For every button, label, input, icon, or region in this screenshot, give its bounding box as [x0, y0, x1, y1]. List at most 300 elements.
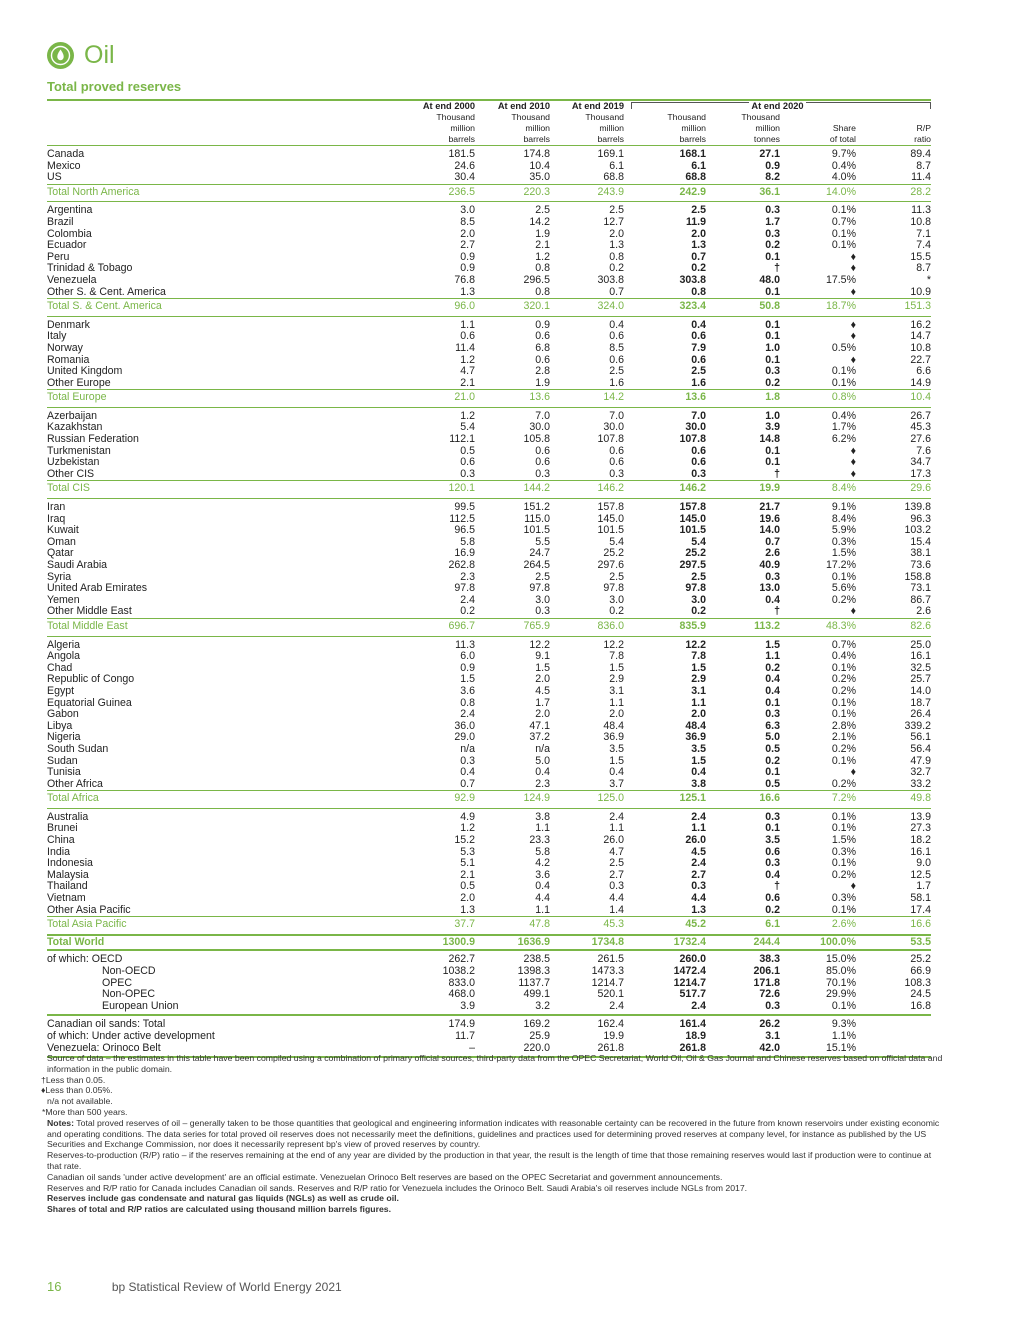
source-note: Source of data – the estimates in this table have been compiled using a combination of primary official sources, third-party data from the OPEC Secretariat, World Oil, Oil & Gas Journal and Chinese reserves based on official data and information in the public domain.	[47, 1053, 943, 1074]
row-label: Vietnam	[47, 893, 86, 905]
cell-value: 5.8	[535, 846, 550, 858]
cell-value: 0.1%	[831, 228, 856, 240]
cell-value: 2.4	[609, 810, 624, 823]
table-row	[47, 217, 931, 229]
cell-value: 1398.3	[517, 966, 550, 977]
row-label: Total CIS	[47, 481, 346, 499]
cell-value: 3.6	[460, 685, 475, 697]
cell-value: 1734.8	[550, 935, 624, 951]
row-label: Venezuela	[47, 274, 97, 286]
row-label: Libya	[47, 720, 73, 732]
row-label: US	[47, 172, 62, 184]
cell-value: 2.0	[460, 893, 475, 905]
row-label: Uzbekistan	[47, 457, 100, 469]
cell-value: 107.8	[679, 434, 706, 446]
table-row	[47, 331, 931, 343]
cell-value: 11.4	[455, 342, 475, 354]
cell-value: 2.5	[691, 571, 706, 583]
cell-value: 2.3	[460, 571, 475, 583]
cell-value: 14.8	[759, 434, 780, 446]
cell-value: 6.6	[916, 366, 931, 378]
cell-value: ♦	[850, 263, 856, 275]
cell-value: 0.6	[535, 457, 550, 469]
world-total-row	[47, 935, 931, 951]
cell-value: 97.8	[685, 583, 706, 595]
cell-value: 37.2	[529, 732, 550, 744]
table-row	[47, 172, 931, 184]
cell-value: 56.4	[910, 743, 931, 755]
cell-value: 1038.2	[442, 966, 475, 977]
cell-value: 0.7%	[831, 216, 856, 228]
cell-value: 0.3	[535, 606, 550, 618]
cell-value: 3.5	[691, 743, 706, 755]
cell-value: 1.9	[535, 228, 550, 240]
cell-value: 3.0	[535, 594, 550, 606]
cell-value: 3.1	[765, 1030, 780, 1042]
cell-value: 0.1	[765, 331, 780, 343]
cell-value: ♦	[850, 445, 856, 457]
cell-value: 2.4	[460, 594, 475, 606]
cell-value: 14.7	[910, 331, 931, 343]
cell-value: 8.4%	[831, 513, 856, 525]
col-head-2019: At end 2019	[571, 101, 624, 111]
row-label: Qatar	[47, 548, 74, 560]
table-row	[47, 779, 931, 791]
cell-value: 10.4	[856, 390, 931, 408]
cell-value: 5.1	[460, 858, 475, 870]
table-row	[47, 422, 931, 434]
unit-2020-barrels: Thousand million barrels	[667, 112, 706, 144]
cell-value: 18.7%	[780, 299, 856, 317]
cell-value: 36.0	[454, 720, 475, 732]
cell-value: 0.4	[460, 767, 475, 779]
cell-value: 7.9	[691, 342, 706, 354]
total-row	[47, 481, 931, 499]
cell-value: 0.3	[765, 571, 780, 583]
cell-value: 25.2	[603, 548, 624, 560]
page-title: Oil	[84, 40, 115, 69]
row-label: Yemen	[47, 594, 80, 606]
cell-value: 0.2	[691, 263, 706, 275]
cell-value: 0.2	[609, 263, 624, 275]
cell-value: 37.7	[346, 917, 475, 935]
cell-value: 47.9	[910, 755, 931, 767]
cell-value: 68.8	[685, 172, 706, 184]
cell-value: 0.7	[460, 778, 475, 790]
cell-value: ♦	[850, 457, 856, 469]
cell-value: 1732.4	[624, 935, 706, 951]
cell-value: 181.5	[346, 146, 475, 161]
cell-value: 9.3%	[831, 1018, 856, 1031]
cell-value: 24.7	[529, 548, 550, 560]
cell-value: 1.1	[535, 823, 550, 835]
cell-value: 38.1	[910, 548, 931, 560]
table-row	[47, 808, 931, 823]
row-label: of which: OECD	[47, 953, 123, 966]
cell-value: ♦	[850, 251, 856, 263]
cell-value: 2.5	[609, 571, 624, 583]
table-row	[47, 663, 931, 675]
row-label: Mexico	[47, 160, 81, 172]
cell-value: 0.1	[765, 251, 780, 263]
row-label: Total North America	[47, 184, 346, 202]
table-row	[47, 732, 931, 744]
row-label: Indonesia	[47, 858, 93, 870]
cell-value: 103.2	[904, 525, 931, 537]
cell-value: 6.1	[691, 160, 706, 172]
cell-value: 0.9	[460, 662, 475, 674]
row-label: Equatorial Guinea	[47, 697, 132, 709]
cell-value: 0.6	[609, 445, 624, 457]
row-label: Non-OPEC	[102, 989, 155, 1001]
row-label: Oman	[47, 536, 76, 548]
cell-value: 243.9	[550, 184, 624, 202]
cell-value: 0.2	[765, 755, 780, 767]
row-label: Other Europe	[47, 377, 111, 389]
cell-value: 0.1%	[831, 697, 856, 709]
cell-value: 151.2	[523, 501, 550, 514]
row-label: Saudi Arabia	[47, 560, 108, 571]
cell-value: 2.6%	[780, 917, 856, 935]
table-row	[47, 583, 931, 595]
table-row	[47, 229, 931, 241]
cell-value: 48.0	[759, 274, 780, 286]
cell-value: 15.4	[910, 536, 931, 548]
cell-value: –	[346, 1043, 475, 1058]
cell-value: 97.8	[603, 583, 624, 595]
cell-value: 161.4	[679, 1018, 706, 1031]
cell-value: 26.7	[910, 409, 931, 422]
cell-value: n/a	[460, 743, 475, 755]
cell-value: 0.4	[691, 767, 706, 779]
cell-value: 0.2%	[831, 743, 856, 755]
footnote-na: n/a not available.	[47, 1096, 113, 1107]
cell-value: 25.9	[529, 1030, 550, 1042]
cell-value: 1.7	[535, 697, 550, 709]
unit-2010: Thousand million barrels	[511, 112, 550, 144]
column-header-row	[47, 101, 931, 112]
row-label: Malaysia	[47, 869, 89, 881]
cell-value: 0.1%	[831, 755, 856, 767]
cell-value: 1.2	[460, 409, 475, 422]
cell-value: 261.8	[624, 1043, 706, 1058]
row-label: Venezuela: Orinoco Belt	[47, 1043, 346, 1058]
cell-value: 2.7	[609, 869, 624, 881]
row-label: Kazakhstan	[47, 422, 103, 434]
cell-value: 0.3%	[831, 536, 856, 548]
cell-value: 162.4	[597, 1018, 624, 1031]
row-label: Iran	[47, 501, 66, 514]
cell-value: 0.1%	[831, 240, 856, 252]
cell-value: 0.3	[765, 204, 780, 217]
table-row	[47, 316, 931, 331]
table-row	[47, 407, 931, 422]
cell-value: 0.2	[765, 240, 780, 252]
row-label: Azerbaijan	[47, 409, 98, 422]
cell-value: 125.0	[550, 791, 624, 809]
cell-value: 0.3%	[831, 846, 856, 858]
row-label: Canada	[47, 146, 346, 161]
row-label: Russian Federation	[47, 434, 139, 446]
cell-value: 47.1	[529, 720, 550, 732]
cell-value: 168.1	[624, 146, 706, 161]
cell-value: 48.4	[685, 720, 706, 732]
cell-value: 29.9%	[825, 989, 856, 1001]
cell-value: 15.5	[910, 251, 931, 263]
cell-value: 0.6	[535, 331, 550, 343]
cell-value: ♦	[850, 767, 856, 779]
cell-value: 5.6%	[831, 583, 856, 595]
col-head-2010: At end 2010	[497, 101, 550, 111]
footnote-dagger: †Less than 0.05.	[41, 1074, 106, 1085]
page-footer	[47, 1279, 342, 1294]
cell-value: 339.2	[904, 720, 931, 732]
cell-value: 1472.4	[673, 966, 706, 977]
cell-value: 24.6	[454, 160, 475, 172]
cell-value: 21.0	[346, 390, 475, 408]
unit-share: Share of total	[829, 123, 856, 144]
table-row	[47, 721, 931, 733]
canada-note: Reserves and R/P ratio for Canada includes Canadian oil sands. Reserves and R/P ratio for Venezuela includes the Orinoco Belt. Saudi Arabia's oil reserves include NGLs from 2017.	[47, 1182, 748, 1193]
cell-value: 25.7	[910, 674, 931, 686]
cell-value: ♦	[850, 331, 856, 343]
cell-value: 24.5	[910, 989, 931, 1001]
cell-value: 0.3	[691, 881, 706, 893]
cell-value: 1.7%	[831, 422, 856, 434]
cell-value: 36.9	[603, 732, 624, 744]
cell-value: 260.0	[679, 953, 706, 966]
cell-value: 42.0	[706, 1043, 780, 1058]
cell-value: 0.9	[460, 251, 475, 263]
cell-value: 99.5	[454, 501, 475, 514]
cell-value: 3.1	[691, 685, 706, 697]
cell-value: 5.9%	[831, 525, 856, 537]
cell-value: 0.8	[460, 697, 475, 709]
cell-value: ♦	[850, 286, 856, 298]
table-body	[47, 146, 931, 1058]
cell-value: 0.4	[609, 318, 624, 331]
cell-value: 15.2	[454, 835, 475, 847]
cell-value: 0.5	[460, 881, 475, 893]
cell-value: 0.3	[765, 810, 780, 823]
cell-value: 1.1	[460, 318, 475, 331]
row-label: Total Middle East	[47, 618, 346, 636]
of-which-row	[47, 950, 931, 966]
cell-value: 0.6	[691, 354, 706, 366]
oil-sands-note: Canadian oil sands 'under active development' are an official estimate. Venezuelan Orinoco Belt reserves are based on the OPEC Secretariat and government announcements.	[47, 1171, 723, 1182]
cell-value: ♦	[850, 881, 856, 893]
cell-value: 8.5	[460, 216, 475, 228]
cell-value: 50.8	[706, 299, 780, 317]
row-label: Chad	[47, 662, 73, 674]
unit-2000: Thousand million barrels	[436, 112, 475, 144]
cell-value: 1.5	[535, 662, 550, 674]
cell-value: 1.7	[765, 216, 780, 228]
cell-value: 833.0	[448, 977, 475, 989]
cell-value: 2.4	[624, 1001, 706, 1016]
cell-value: 145.0	[597, 513, 624, 525]
cell-value: 1.4	[609, 904, 624, 916]
cell-value: 146.2	[624, 481, 706, 499]
row-label: Trinidad & Tobago	[47, 263, 133, 275]
cell-value: 3.8	[535, 810, 550, 823]
cell-value: 3.6	[535, 869, 550, 881]
cell-value: 0.1%	[831, 810, 856, 823]
cell-value: 113.2	[706, 618, 780, 636]
cell-value: 0.1%	[831, 709, 856, 721]
cell-value: 72.6	[759, 989, 780, 1001]
cell-value: 9.7%	[780, 146, 856, 161]
cell-value: 1.5%	[831, 548, 856, 560]
row-label: India	[47, 846, 70, 858]
cell-value: 0.1	[765, 767, 780, 779]
cell-value: 0.6	[765, 893, 780, 905]
unit-2020-tonnes: Thousand million tonnes	[741, 112, 780, 144]
cell-value: 7.0	[691, 409, 706, 422]
cell-value: 101.5	[523, 525, 550, 537]
table-row	[47, 595, 931, 607]
cell-value: 303.8	[597, 274, 624, 286]
total-row	[47, 390, 931, 408]
row-label: Romania	[47, 354, 90, 366]
ngl-note: Reserves include gas condensate and natural gas liquids (NGLs) as well as crude oil.	[47, 1193, 399, 1204]
cell-value: 0.6	[691, 331, 706, 343]
cell-value: 124.9	[475, 791, 550, 809]
cell-value: 32.5	[910, 662, 931, 674]
cell-value: 1214.7	[591, 977, 624, 989]
cell-value: 0.6	[535, 445, 550, 457]
cell-value: 3.9	[765, 422, 780, 434]
cell-value: 0.3	[535, 468, 550, 480]
reserves-table	[47, 101, 931, 1058]
cell-value: 4.5	[691, 846, 706, 858]
cell-value: 34.7	[910, 457, 931, 469]
cell-value: 53.5	[856, 935, 931, 951]
row-label: Norway	[47, 342, 83, 354]
cell-value: 27.6	[910, 434, 931, 446]
cell-value: 261.8	[550, 1043, 624, 1058]
cell-value: 58.1	[910, 893, 931, 905]
cell-value: 0.7	[765, 536, 780, 548]
cell-value: 262.8	[448, 560, 475, 571]
cell-value: 1.1	[691, 823, 706, 835]
cell-value: 0.1	[765, 286, 780, 298]
cell-value: 2.0	[535, 709, 550, 721]
cell-value: 0.2%	[831, 685, 856, 697]
cell-value: 112.5	[449, 513, 475, 525]
cell-value: 18.9	[685, 1030, 706, 1042]
cell-value: 0.2	[609, 606, 624, 618]
cell-value: 146.2	[550, 481, 624, 499]
table-row	[47, 343, 931, 355]
cell-value: 5.8	[460, 536, 475, 548]
cell-value: 1.1	[535, 904, 550, 916]
cell-value: 0.4	[765, 869, 780, 881]
cell-value: 47.8	[475, 917, 550, 935]
cell-value: 108.3	[904, 977, 931, 989]
table-row	[47, 275, 931, 287]
cell-value: 1473.3	[591, 966, 624, 977]
cell-value: 76.8	[454, 274, 475, 286]
cell-value: 520.1	[597, 989, 624, 1001]
cell-value: 1.0	[765, 409, 780, 422]
cell-value: 16.1	[910, 846, 931, 858]
cell-value: 1.2	[460, 354, 475, 366]
cell-value: 835.9	[624, 618, 706, 636]
cell-value: 0.1%	[780, 1001, 856, 1016]
cell-value: 1.5	[460, 674, 475, 686]
row-label: Other CIS	[47, 468, 95, 480]
row-label: Turkmenistan	[47, 445, 111, 457]
row-label: Tunisia	[47, 767, 81, 779]
col-head-2000: At end 2000	[422, 101, 475, 111]
cell-value: 12.2	[685, 638, 706, 651]
cell-value: 323.4	[624, 299, 706, 317]
cell-value: 6.0	[460, 651, 475, 663]
cell-value: 36.1	[706, 184, 780, 202]
cell-value: 14.0%	[780, 184, 856, 202]
cell-value: 9.1	[535, 651, 550, 663]
cell-value: 1.8	[706, 390, 780, 408]
cell-value: 0.1	[765, 457, 780, 469]
cell-value: 26.0	[685, 835, 706, 847]
cell-value: 2.0	[535, 674, 550, 686]
cell-value: 0.7%	[831, 638, 856, 651]
cell-value: 238.5	[523, 953, 550, 966]
cell-value: 2.5	[609, 858, 624, 870]
row-label: Total S. & Cent. America	[47, 299, 346, 317]
cell-value: 30.0	[603, 422, 624, 434]
cell-value: 0.8	[609, 251, 624, 263]
cell-value: 0.9	[535, 318, 550, 331]
cell-value: 0.3	[691, 468, 706, 480]
row-label: Ecuador	[47, 240, 87, 252]
cell-value: 0.5	[765, 778, 780, 790]
cell-value: 0.7	[691, 251, 706, 263]
table-row	[47, 514, 931, 526]
cell-value: 23.3	[529, 835, 550, 847]
cell-value: 6.3	[765, 720, 780, 732]
table-row	[47, 674, 931, 686]
cell-value: 11.3	[455, 638, 475, 651]
row-label: Other Middle East	[47, 606, 132, 618]
row-label: Australia	[47, 810, 89, 823]
cell-value: 38.3	[759, 953, 780, 966]
cell-value: 14.9	[910, 377, 931, 389]
cell-value: 2.1	[460, 377, 475, 389]
cell-value: 26.2	[759, 1018, 780, 1031]
cell-value: 4.7	[609, 846, 624, 858]
cell-value: 2.6	[765, 548, 780, 560]
cell-value: 2.4	[550, 1001, 624, 1016]
row-label: Colombia	[47, 228, 92, 240]
cell-value: 0.6	[765, 846, 780, 858]
table-row	[47, 537, 931, 549]
cell-value: 0.4%	[831, 160, 856, 172]
cell-value: 0.6	[609, 331, 624, 343]
row-label: Total Asia Pacific	[47, 917, 346, 935]
cell-value: 151.3	[856, 299, 931, 317]
table-row	[47, 252, 931, 264]
cell-value: 4.5	[535, 685, 550, 697]
shares-note: Shares of total and R/P ratios are calculated using thousand million barrels figures.	[47, 1204, 392, 1215]
cell-value: 14.0	[910, 685, 931, 697]
cell-value: 96.5	[454, 525, 475, 537]
cell-value: 0.3	[765, 709, 780, 721]
cell-value: 12.2	[529, 638, 550, 651]
cell-value: 10.8	[910, 342, 931, 354]
cell-value: 5.3	[460, 846, 475, 858]
